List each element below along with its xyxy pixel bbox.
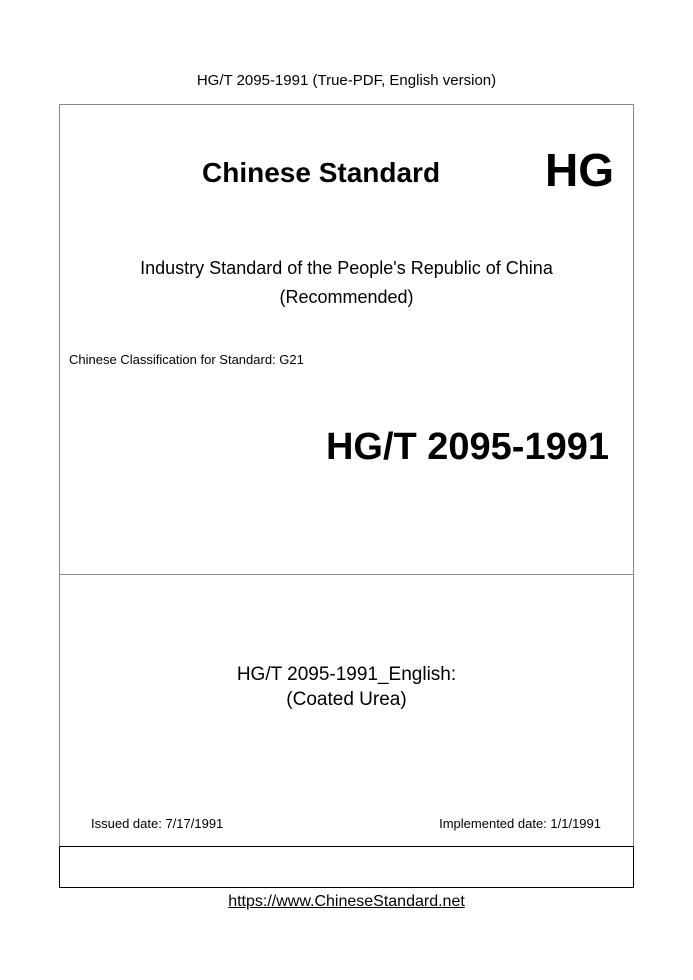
document-title-line-1: HG/T 2095-1991_English: (236, 664, 457, 685)
document-title-line-2: (Coated Urea) (286, 689, 407, 710)
section-divider (59, 574, 634, 575)
subtitle-line-2: (Recommended) (279, 287, 414, 307)
footer (0, 893, 693, 911)
website-link[interactable]: https://www.ChineseStandard.net (228, 893, 465, 910)
brand-title: Chinese Standard (202, 157, 441, 188)
issued-date: Issued date: 7/17/1991 (91, 816, 224, 831)
cover-frame (59, 104, 634, 888)
standard-number: HG/T 2095-1991 (325, 426, 609, 468)
subtitle-line-1: Industry Standard of the People's Republic of China (140, 258, 553, 278)
brand-code: HG (545, 144, 614, 196)
implemented-date: Implemented date: 1/1/1991 (439, 816, 601, 831)
bottom-box (59, 846, 634, 888)
classification-label: Chinese Classification for Standard: G21 (69, 352, 304, 367)
document-header-title: HG/T 2095-1991 (True-PDF, English version) (196, 72, 497, 89)
